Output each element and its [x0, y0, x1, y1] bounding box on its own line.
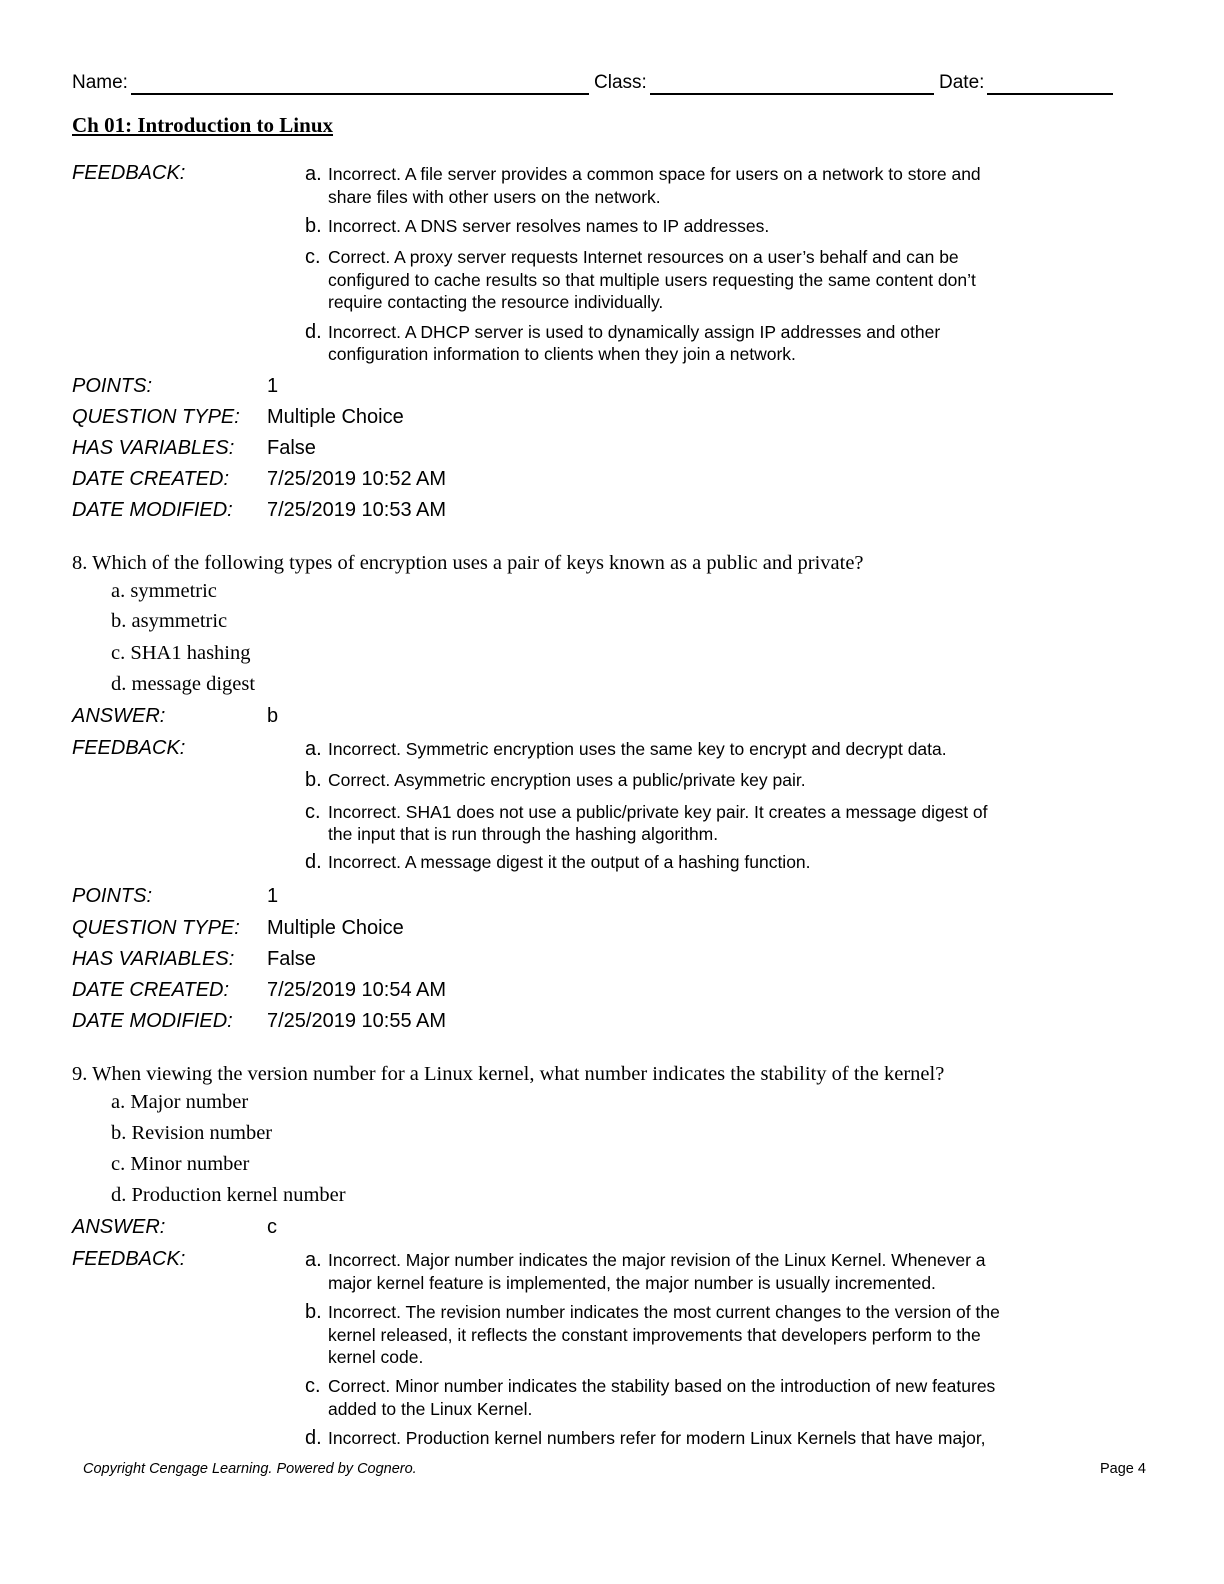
footer-page-number: Page 4	[1100, 1461, 1146, 1477]
answer-option: a. symmetric	[111, 580, 217, 602]
feedback-item-text: Incorrect. A DHCP server is used to dynamically assign IP addresses and other	[328, 322, 941, 342]
feedback-item-text: configuration information to clients when they join a network.	[328, 344, 796, 364]
answer-option: c. SHA1 hashing	[111, 642, 251, 664]
points-label: POINTS:	[72, 375, 153, 397]
feedback-item-text: Incorrect. Major number indicates the major revision of the Linux Kernel. Whenever a	[328, 1250, 986, 1270]
answer-label: ANSWER:	[72, 1216, 166, 1238]
feedback-item-text: Correct. A proxy server requests Internet resources on a user’s behalf and can be	[328, 247, 959, 267]
feedback-item-text: Incorrect. Production kernel numbers refer for modern Linux Kernels that have major,	[328, 1428, 986, 1448]
feedback-item-letter: d.	[305, 321, 322, 343]
name-field-line	[131, 93, 589, 95]
feedback-item-letter: d.	[305, 851, 322, 873]
date-created-value: 7/25/2019 10:54 AM	[267, 979, 447, 1001]
feedback-item-letter: b.	[305, 1301, 322, 1323]
question-text: 8. Which of the following types of encryption uses a pair of keys known as a public and private?	[72, 552, 864, 574]
feedback-item-text: Incorrect. A DNS server resolves names to IP addresses.	[328, 216, 770, 236]
answer-option: d. message digest	[111, 673, 256, 695]
question-type-label: QUESTION TYPE:	[72, 917, 240, 939]
feedback-item-text: added to the Linux Kernel.	[328, 1399, 533, 1419]
date-created-value: 7/25/2019 10:52 AM	[267, 468, 447, 490]
feedback-item-letter: a.	[305, 163, 322, 185]
feedback-item-text: Correct. Minor number indicates the stability based on the introduction of new features	[328, 1376, 996, 1396]
feedback-item-text: major kernel feature is implemented, the major number is usually incremented.	[328, 1273, 936, 1293]
feedback-item-text: require contacting the resource individually.	[328, 292, 664, 312]
feedback-item-text: Incorrect. The revision number indicates the most current changes to the version of the	[328, 1302, 1000, 1322]
question-type-value: Multiple Choice	[267, 406, 404, 428]
answer-option: b. Revision number	[111, 1122, 273, 1144]
feedback-item-text: Incorrect. A file server provides a common space for users on a network to store and	[328, 164, 981, 184]
feedback-item-letter: b.	[305, 215, 322, 237]
feedback-item-letter: a.	[305, 738, 322, 760]
feedback-item-text: kernel released, it reflects the constant improvements that developers perform to the	[328, 1325, 981, 1345]
answer-option: a. Major number	[111, 1091, 249, 1113]
feedback-item-text: configured to cache results so that multiple users requesting the same content don’t	[328, 270, 976, 290]
answer-option: b. asymmetric	[111, 610, 228, 632]
feedback-item-text: kernel code.	[328, 1347, 424, 1367]
date-created-label: DATE CREATED:	[72, 468, 230, 490]
feedback-item-text: Incorrect. SHA1 does not use a public/private key pair. It creates a message digest of	[328, 802, 988, 822]
answer-option: c. Minor number	[111, 1153, 250, 1175]
feedback-item-text: share files with other users on the network.	[328, 187, 661, 207]
has-variables-value: False	[267, 437, 316, 459]
date-created-label: DATE CREATED:	[72, 979, 230, 1001]
answer-value: c	[267, 1216, 277, 1238]
has-variables-value: False	[267, 948, 316, 970]
feedback-item-text: Correct. Asymmetric encryption uses a public/private key pair.	[328, 770, 806, 790]
answer-option: d. Production kernel number	[111, 1184, 346, 1206]
question-type-value: Multiple Choice	[267, 917, 404, 939]
feedback-label: FEEDBACK:	[72, 1248, 186, 1270]
has-variables-label: HAS VARIABLES:	[72, 437, 235, 459]
date-modified-value: 7/25/2019 10:55 AM	[267, 1010, 447, 1032]
date-modified-label: DATE MODIFIED:	[72, 499, 233, 521]
feedback-item-letter: c.	[305, 246, 321, 268]
date-label: Date:	[939, 72, 985, 93]
points-value: 1	[267, 375, 279, 397]
points-label: POINTS:	[72, 885, 153, 907]
answer-label: ANSWER:	[72, 705, 166, 727]
feedback-label: FEEDBACK:	[72, 162, 186, 184]
date-modified-value: 7/25/2019 10:53 AM	[267, 499, 447, 521]
feedback-item-text: the input that is run through the hashing algorithm.	[328, 824, 719, 844]
date-field-line	[987, 93, 1113, 95]
footer-copyright: Copyright Cengage Learning. Powered by Cognero.	[83, 1461, 417, 1477]
feedback-label: FEEDBACK:	[72, 737, 186, 759]
class-field-line	[650, 93, 934, 95]
answer-value: b	[267, 705, 279, 727]
has-variables-label: HAS VARIABLES:	[72, 948, 235, 970]
question-type-label: QUESTION TYPE:	[72, 406, 240, 428]
feedback-item-letter: b.	[305, 769, 322, 791]
feedback-item-letter: c.	[305, 1375, 321, 1397]
feedback-item-letter: d.	[305, 1427, 322, 1449]
class-label: Class:	[594, 72, 647, 93]
chapter-title: Ch 01: Introduction to Linux	[72, 113, 334, 137]
name-label: Name:	[72, 72, 128, 93]
question-text: 9. When viewing the version number for a Linux kernel, what number indicates the stability of the kernel?	[72, 1063, 945, 1085]
feedback-item-letter: c.	[305, 801, 321, 823]
feedback-item-text: Incorrect. A message digest it the output of a hashing function.	[328, 852, 811, 872]
feedback-item-letter: a.	[305, 1249, 322, 1271]
points-value: 1	[267, 885, 279, 907]
feedback-item-text: Incorrect. Symmetric encryption uses the same key to encrypt and decrypt data.	[328, 739, 947, 759]
date-modified-label: DATE MODIFIED:	[72, 1010, 233, 1032]
